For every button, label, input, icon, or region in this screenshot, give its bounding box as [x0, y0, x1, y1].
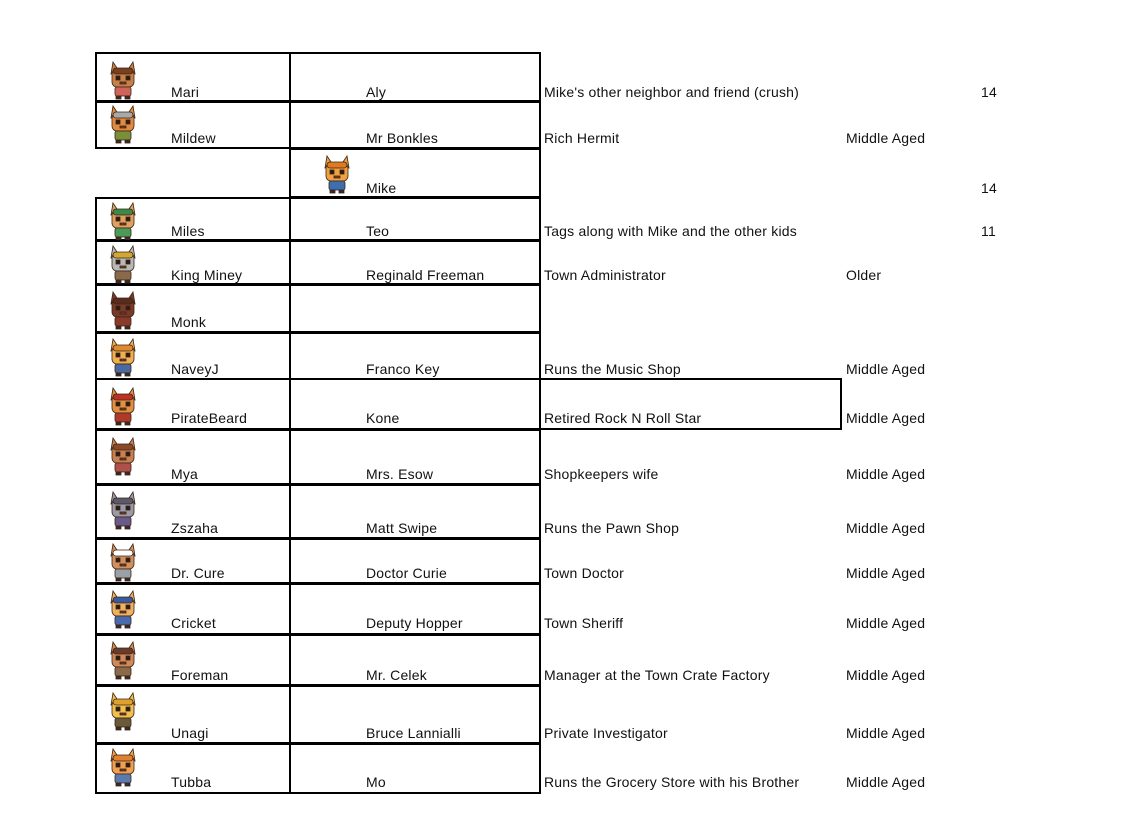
age-group: Middle Aged: [846, 774, 926, 790]
character-description: Runs the Grocery Store with his Brother: [544, 774, 800, 790]
character-description: Shopkeepers wife: [544, 466, 659, 482]
age-group: Middle Aged: [846, 130, 926, 146]
character-description: Tags along with Mike and the other kids: [544, 223, 797, 239]
fox-boy-orange-icon: [320, 154, 354, 197]
character-description: Runs the Pawn Shop: [544, 520, 680, 536]
age-group: Middle Aged: [846, 725, 926, 741]
cat-name: Miles: [171, 223, 205, 239]
cat-name: Mari: [171, 84, 200, 100]
age-group: Middle Aged: [846, 361, 926, 377]
character-name: Matt Swipe: [366, 520, 438, 536]
character-description: Town Sheriff: [544, 615, 624, 631]
character-name: Aly: [366, 84, 387, 100]
cat-name: Cricket: [171, 615, 216, 631]
fox-investigator-shades-icon: [106, 691, 140, 734]
age-group: Older: [846, 267, 882, 283]
character-name: Franco Key: [366, 361, 440, 377]
cat-name: Tubba: [171, 774, 212, 790]
character-name-cell: [289, 284, 541, 333]
age-group: Middle Aged: [846, 520, 926, 536]
cat-name: Dr. Cure: [171, 565, 225, 581]
character-name-cell: [289, 743, 541, 794]
character-description: Mike's other neighbor and friend (crush): [544, 84, 800, 100]
character-description: Town Administrator: [544, 267, 666, 283]
cat-name: Foreman: [171, 667, 229, 683]
cat-name: Mildew: [171, 130, 216, 146]
fox-kid-green-cap-icon: [106, 201, 140, 244]
character-name: Doctor Curie: [366, 565, 447, 581]
character-description: Manager at the Town Crate Factory: [544, 667, 770, 683]
character-description: Private Investigator: [544, 725, 668, 741]
cat-name: NaveyJ: [171, 361, 219, 377]
age-value: 14: [981, 84, 997, 100]
fox-foreman-mustache-icon: [106, 640, 140, 683]
monk-hooded-icon: [106, 290, 140, 333]
cat-name: Mya: [171, 466, 199, 482]
age-group: Middle Aged: [846, 615, 926, 631]
character-name: Mr Bonkles: [366, 130, 439, 146]
character-name-cell: [289, 378, 541, 430]
fox-musician-icon: [106, 337, 140, 380]
age-group: Middle Aged: [846, 667, 926, 683]
character-name: Mr. Celek: [366, 667, 427, 683]
fox-doctor-mirror-icon: [106, 542, 140, 585]
fox-old-hermit-hat-icon: [106, 104, 140, 147]
character-name: Bruce Lannialli: [366, 725, 461, 741]
cat-name: Unagi: [171, 725, 209, 741]
age-value: 11: [981, 223, 996, 239]
character-name: Deputy Hopper: [366, 615, 463, 631]
cat-name: Monk: [171, 314, 207, 330]
character-description: Retired Rock N Roll Star: [544, 410, 702, 426]
fox-grey-masked-icon: [106, 490, 140, 533]
character-name: Mo: [366, 774, 386, 790]
cat-name: King Miney: [171, 267, 243, 283]
fox-king-grey-crown-icon: [106, 244, 140, 287]
cat-name: Zszaha: [171, 520, 219, 536]
age-group: Middle Aged: [846, 466, 926, 482]
character-name: Mrs. Esow: [366, 466, 434, 482]
cat-name: PirateBeard: [171, 410, 248, 426]
fox-pirate-red-icon: [106, 386, 140, 429]
character-name: Kone: [366, 410, 400, 426]
fox-grocer-orange-icon: [106, 747, 140, 790]
character-name: Teo: [366, 223, 390, 239]
character-name-cell: [289, 52, 541, 102]
fox-sheriff-blue-cap-icon: [106, 589, 140, 632]
character-name: Reginald Freeman: [366, 267, 485, 283]
character-name-cell: [289, 197, 541, 241]
age-value: 14: [981, 180, 997, 196]
character-description: Rich Hermit: [544, 130, 620, 146]
fox-woman-brown-hair-icon: [106, 436, 140, 479]
character-description: Runs the Music Shop: [544, 361, 681, 377]
character-description: Town Doctor: [544, 565, 625, 581]
age-group: Middle Aged: [846, 565, 926, 581]
fox-girl-brown-hair-icon: [106, 60, 140, 103]
age-group: Middle Aged: [846, 410, 926, 426]
character-name: Mike: [366, 180, 397, 196]
